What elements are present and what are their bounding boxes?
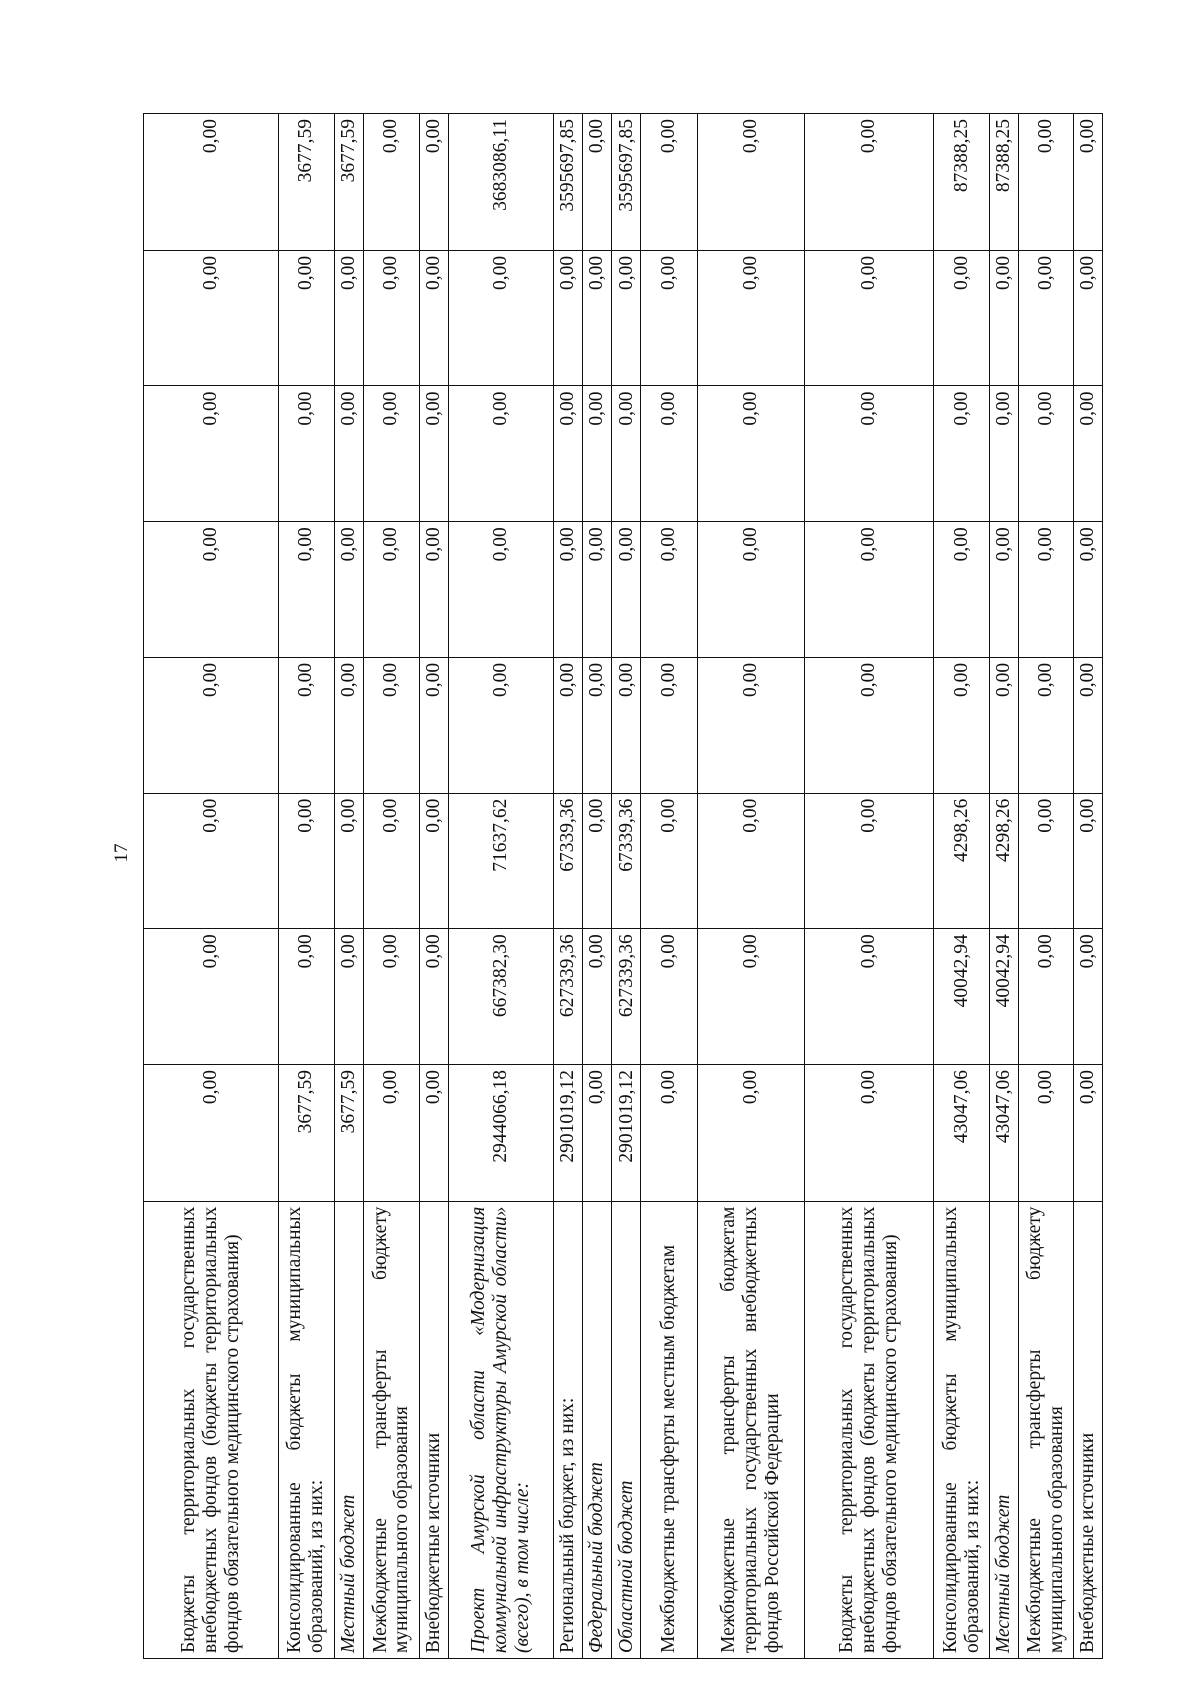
value-cell: 0,00 — [1073, 793, 1102, 929]
value-cell: 0,00 — [697, 250, 805, 386]
value-cell: 0,00 — [697, 114, 805, 251]
table-row — [363, 114, 419, 1659]
value-cell: 0,00 — [419, 1064, 448, 1201]
value-cell: 3595697,85 — [554, 114, 583, 251]
value-cell: 0,00 — [641, 929, 697, 1065]
value-cell: 0,00 — [334, 386, 363, 522]
value-cell: 0,00 — [990, 386, 1019, 522]
row-label: Областной бюджет — [612, 1201, 641, 1658]
value-cell: 2944066,18 — [449, 1064, 554, 1201]
value-cell: 43047,06 — [990, 1064, 1019, 1201]
value-cell: 0,00 — [1073, 386, 1102, 522]
value-cell: 3683086,11 — [449, 114, 554, 251]
value-cell: 0,00 — [990, 657, 1019, 793]
row-label: Федеральный бюджет — [583, 1201, 612, 1658]
value-cell: 3677,59 — [334, 1064, 363, 1201]
table-row — [612, 114, 641, 1659]
value-cell: 87388,25 — [934, 114, 990, 251]
value-cell: 0,00 — [805, 657, 934, 793]
table-row — [144, 114, 279, 1659]
value-cell: 3677,59 — [334, 114, 363, 251]
value-cell: 627339,36 — [554, 929, 583, 1065]
value-cell: 0,00 — [1019, 114, 1074, 251]
table-row — [1073, 114, 1102, 1659]
value-cell: 0,00 — [612, 522, 641, 658]
value-cell: 0,00 — [583, 1064, 612, 1201]
value-cell: 0,00 — [583, 386, 612, 522]
value-cell: 0,00 — [641, 386, 697, 522]
value-cell: 0,00 — [583, 250, 612, 386]
value-cell: 0,00 — [641, 250, 697, 386]
value-cell: 0,00 — [697, 929, 805, 1065]
value-cell: 627339,36 — [612, 929, 641, 1065]
table-row — [641, 114, 697, 1659]
table-row — [449, 114, 554, 1659]
budget-table — [143, 113, 1103, 1659]
value-cell: 71637,62 — [449, 793, 554, 929]
value-cell: 0,00 — [144, 386, 279, 522]
value-cell: 0,00 — [697, 386, 805, 522]
value-cell: 3677,59 — [278, 114, 334, 251]
value-cell: 0,00 — [363, 386, 419, 522]
value-cell: 0,00 — [583, 793, 612, 929]
row-label: Бюджеты территориальных государственных внебюджетных фондов (бюджеты территориальных фондов обязательного медицинского страхования) — [805, 1201, 934, 1658]
value-cell: 3677,59 — [278, 1064, 334, 1201]
value-cell: 0,00 — [583, 929, 612, 1065]
value-cell: 40042,94 — [934, 929, 990, 1065]
value-cell: 0,00 — [697, 522, 805, 658]
value-cell: 2901019,12 — [612, 1064, 641, 1201]
value-cell: 4298,26 — [990, 793, 1019, 929]
value-cell: 67339,36 — [554, 793, 583, 929]
value-cell: 67339,36 — [612, 793, 641, 929]
table-row — [583, 114, 612, 1659]
value-cell: 0,00 — [278, 793, 334, 929]
value-cell: 0,00 — [805, 522, 934, 658]
value-cell: 0,00 — [805, 1064, 934, 1201]
value-cell: 0,00 — [334, 657, 363, 793]
value-cell: 0,00 — [144, 1064, 279, 1201]
value-cell: 0,00 — [144, 250, 279, 386]
value-cell: 0,00 — [641, 522, 697, 658]
value-cell: 4298,26 — [934, 793, 990, 929]
value-cell: 0,00 — [278, 386, 334, 522]
value-cell: 0,00 — [554, 250, 583, 386]
value-cell: 0,00 — [554, 657, 583, 793]
value-cell: 0,00 — [1073, 522, 1102, 658]
table-row — [1019, 114, 1074, 1659]
value-cell: 0,00 — [363, 250, 419, 386]
value-cell: 0,00 — [449, 250, 554, 386]
table-row — [934, 114, 990, 1659]
value-cell: 0,00 — [554, 522, 583, 658]
value-cell: 0,00 — [641, 793, 697, 929]
row-label: Внебюджетные источники — [1073, 1201, 1102, 1658]
value-cell: 0,00 — [583, 522, 612, 658]
value-cell: 0,00 — [1019, 793, 1074, 929]
value-cell: 0,00 — [697, 793, 805, 929]
value-cell: 0,00 — [934, 250, 990, 386]
value-cell: 0,00 — [697, 1064, 805, 1201]
budget-table-body — [144, 114, 1103, 1659]
value-cell: 0,00 — [449, 386, 554, 522]
value-cell: 0,00 — [449, 657, 554, 793]
row-label: Межбюджетные трансферты бюджету муниципального образования — [1019, 1201, 1074, 1658]
value-cell: 0,00 — [419, 929, 448, 1065]
value-cell: 0,00 — [419, 793, 448, 929]
table-row — [805, 114, 934, 1659]
page-number: 17 — [111, 843, 132, 863]
value-cell: 0,00 — [334, 522, 363, 658]
value-cell: 0,00 — [419, 657, 448, 793]
value-cell: 0,00 — [334, 250, 363, 386]
value-cell: 0,00 — [144, 793, 279, 929]
value-cell: 3595697,85 — [612, 114, 641, 251]
row-label: Консолидированные бюджеты муниципальных образований, из них: — [934, 1201, 990, 1658]
value-cell: 0,00 — [934, 657, 990, 793]
value-cell: 0,00 — [1073, 657, 1102, 793]
row-label: Межбюджетные трансферты бюджету муниципального образования — [363, 1201, 419, 1658]
value-cell: 0,00 — [363, 657, 419, 793]
value-cell: 0,00 — [641, 1064, 697, 1201]
value-cell: 40042,94 — [990, 929, 1019, 1065]
value-cell: 0,00 — [363, 114, 419, 251]
table-row — [697, 114, 805, 1659]
value-cell: 0,00 — [363, 522, 419, 658]
value-cell: 0,00 — [144, 929, 279, 1065]
value-cell: 0,00 — [554, 386, 583, 522]
value-cell: 0,00 — [641, 657, 697, 793]
value-cell: 0,00 — [1019, 657, 1074, 793]
value-cell: 0,00 — [419, 114, 448, 251]
value-cell: 0,00 — [363, 929, 419, 1065]
value-cell: 0,00 — [805, 929, 934, 1065]
value-cell: 0,00 — [697, 657, 805, 793]
value-cell: 0,00 — [1019, 250, 1074, 386]
value-cell: 0,00 — [278, 250, 334, 386]
table-row — [990, 114, 1019, 1659]
row-label: Местный бюджет — [334, 1201, 363, 1658]
value-cell: 0,00 — [990, 522, 1019, 658]
value-cell: 0,00 — [583, 657, 612, 793]
value-cell: 0,00 — [612, 386, 641, 522]
value-cell: 0,00 — [805, 386, 934, 522]
value-cell: 0,00 — [334, 929, 363, 1065]
value-cell: 0,00 — [641, 114, 697, 251]
value-cell: 0,00 — [144, 657, 279, 793]
value-cell: 0,00 — [419, 386, 448, 522]
value-cell: 0,00 — [990, 250, 1019, 386]
rotated-page-content — [143, 113, 1103, 1659]
value-cell: 0,00 — [363, 1064, 419, 1201]
value-cell: 0,00 — [1019, 1064, 1074, 1201]
value-cell: 0,00 — [1019, 929, 1074, 1065]
row-label: Межбюджетные трансферты местным бюджетам — [641, 1201, 697, 1658]
row-label: Региональный бюджет, из них: — [554, 1201, 583, 1658]
value-cell: 87388,25 — [990, 114, 1019, 251]
table-row — [334, 114, 363, 1659]
table-row — [554, 114, 583, 1659]
value-cell: 0,00 — [278, 929, 334, 1065]
value-cell: 0,00 — [805, 114, 934, 251]
value-cell: 43047,06 — [934, 1064, 990, 1201]
row-label: Межбюджетные трансферты бюджетам территориальных государственных внебюджетных фондов Российской Федерации — [697, 1201, 805, 1658]
value-cell: 0,00 — [278, 522, 334, 658]
value-cell: 0,00 — [419, 522, 448, 658]
value-cell: 0,00 — [1073, 1064, 1102, 1201]
value-cell: 0,00 — [278, 657, 334, 793]
value-cell: 667382,30 — [449, 929, 554, 1065]
value-cell: 0,00 — [934, 522, 990, 658]
value-cell: 0,00 — [612, 250, 641, 386]
value-cell: 0,00 — [144, 522, 279, 658]
row-label: Консолидированные бюджеты муниципальных образований, из них: — [278, 1201, 334, 1658]
value-cell: 2901019,12 — [554, 1064, 583, 1201]
value-cell: 0,00 — [1019, 386, 1074, 522]
value-cell: 0,00 — [334, 793, 363, 929]
value-cell: 0,00 — [805, 793, 934, 929]
value-cell: 0,00 — [1073, 114, 1102, 251]
value-cell: 0,00 — [1019, 522, 1074, 658]
value-cell: 0,00 — [934, 386, 990, 522]
value-cell: 0,00 — [805, 250, 934, 386]
table-row — [278, 114, 334, 1659]
row-label: Внебюджетные источники — [419, 1201, 448, 1658]
row-label: Проект Амурской области «Модернизация коммунальной инфраструктуры Амурской области» (всего), в том числе: — [449, 1201, 554, 1658]
value-cell: 0,00 — [449, 522, 554, 658]
value-cell: 0,00 — [583, 114, 612, 251]
value-cell: 0,00 — [144, 114, 279, 251]
value-cell: 0,00 — [419, 250, 448, 386]
value-cell: 0,00 — [612, 657, 641, 793]
row-label: Бюджеты территориальных государственных внебюджетных фондов (бюджеты территориальных фондов обязательного медицинского страхования) — [144, 1201, 279, 1658]
value-cell: 0,00 — [1073, 929, 1102, 1065]
row-label: Местный бюджет — [990, 1201, 1019, 1658]
table-row — [419, 114, 448, 1659]
value-cell: 0,00 — [363, 793, 419, 929]
value-cell: 0,00 — [1073, 250, 1102, 386]
